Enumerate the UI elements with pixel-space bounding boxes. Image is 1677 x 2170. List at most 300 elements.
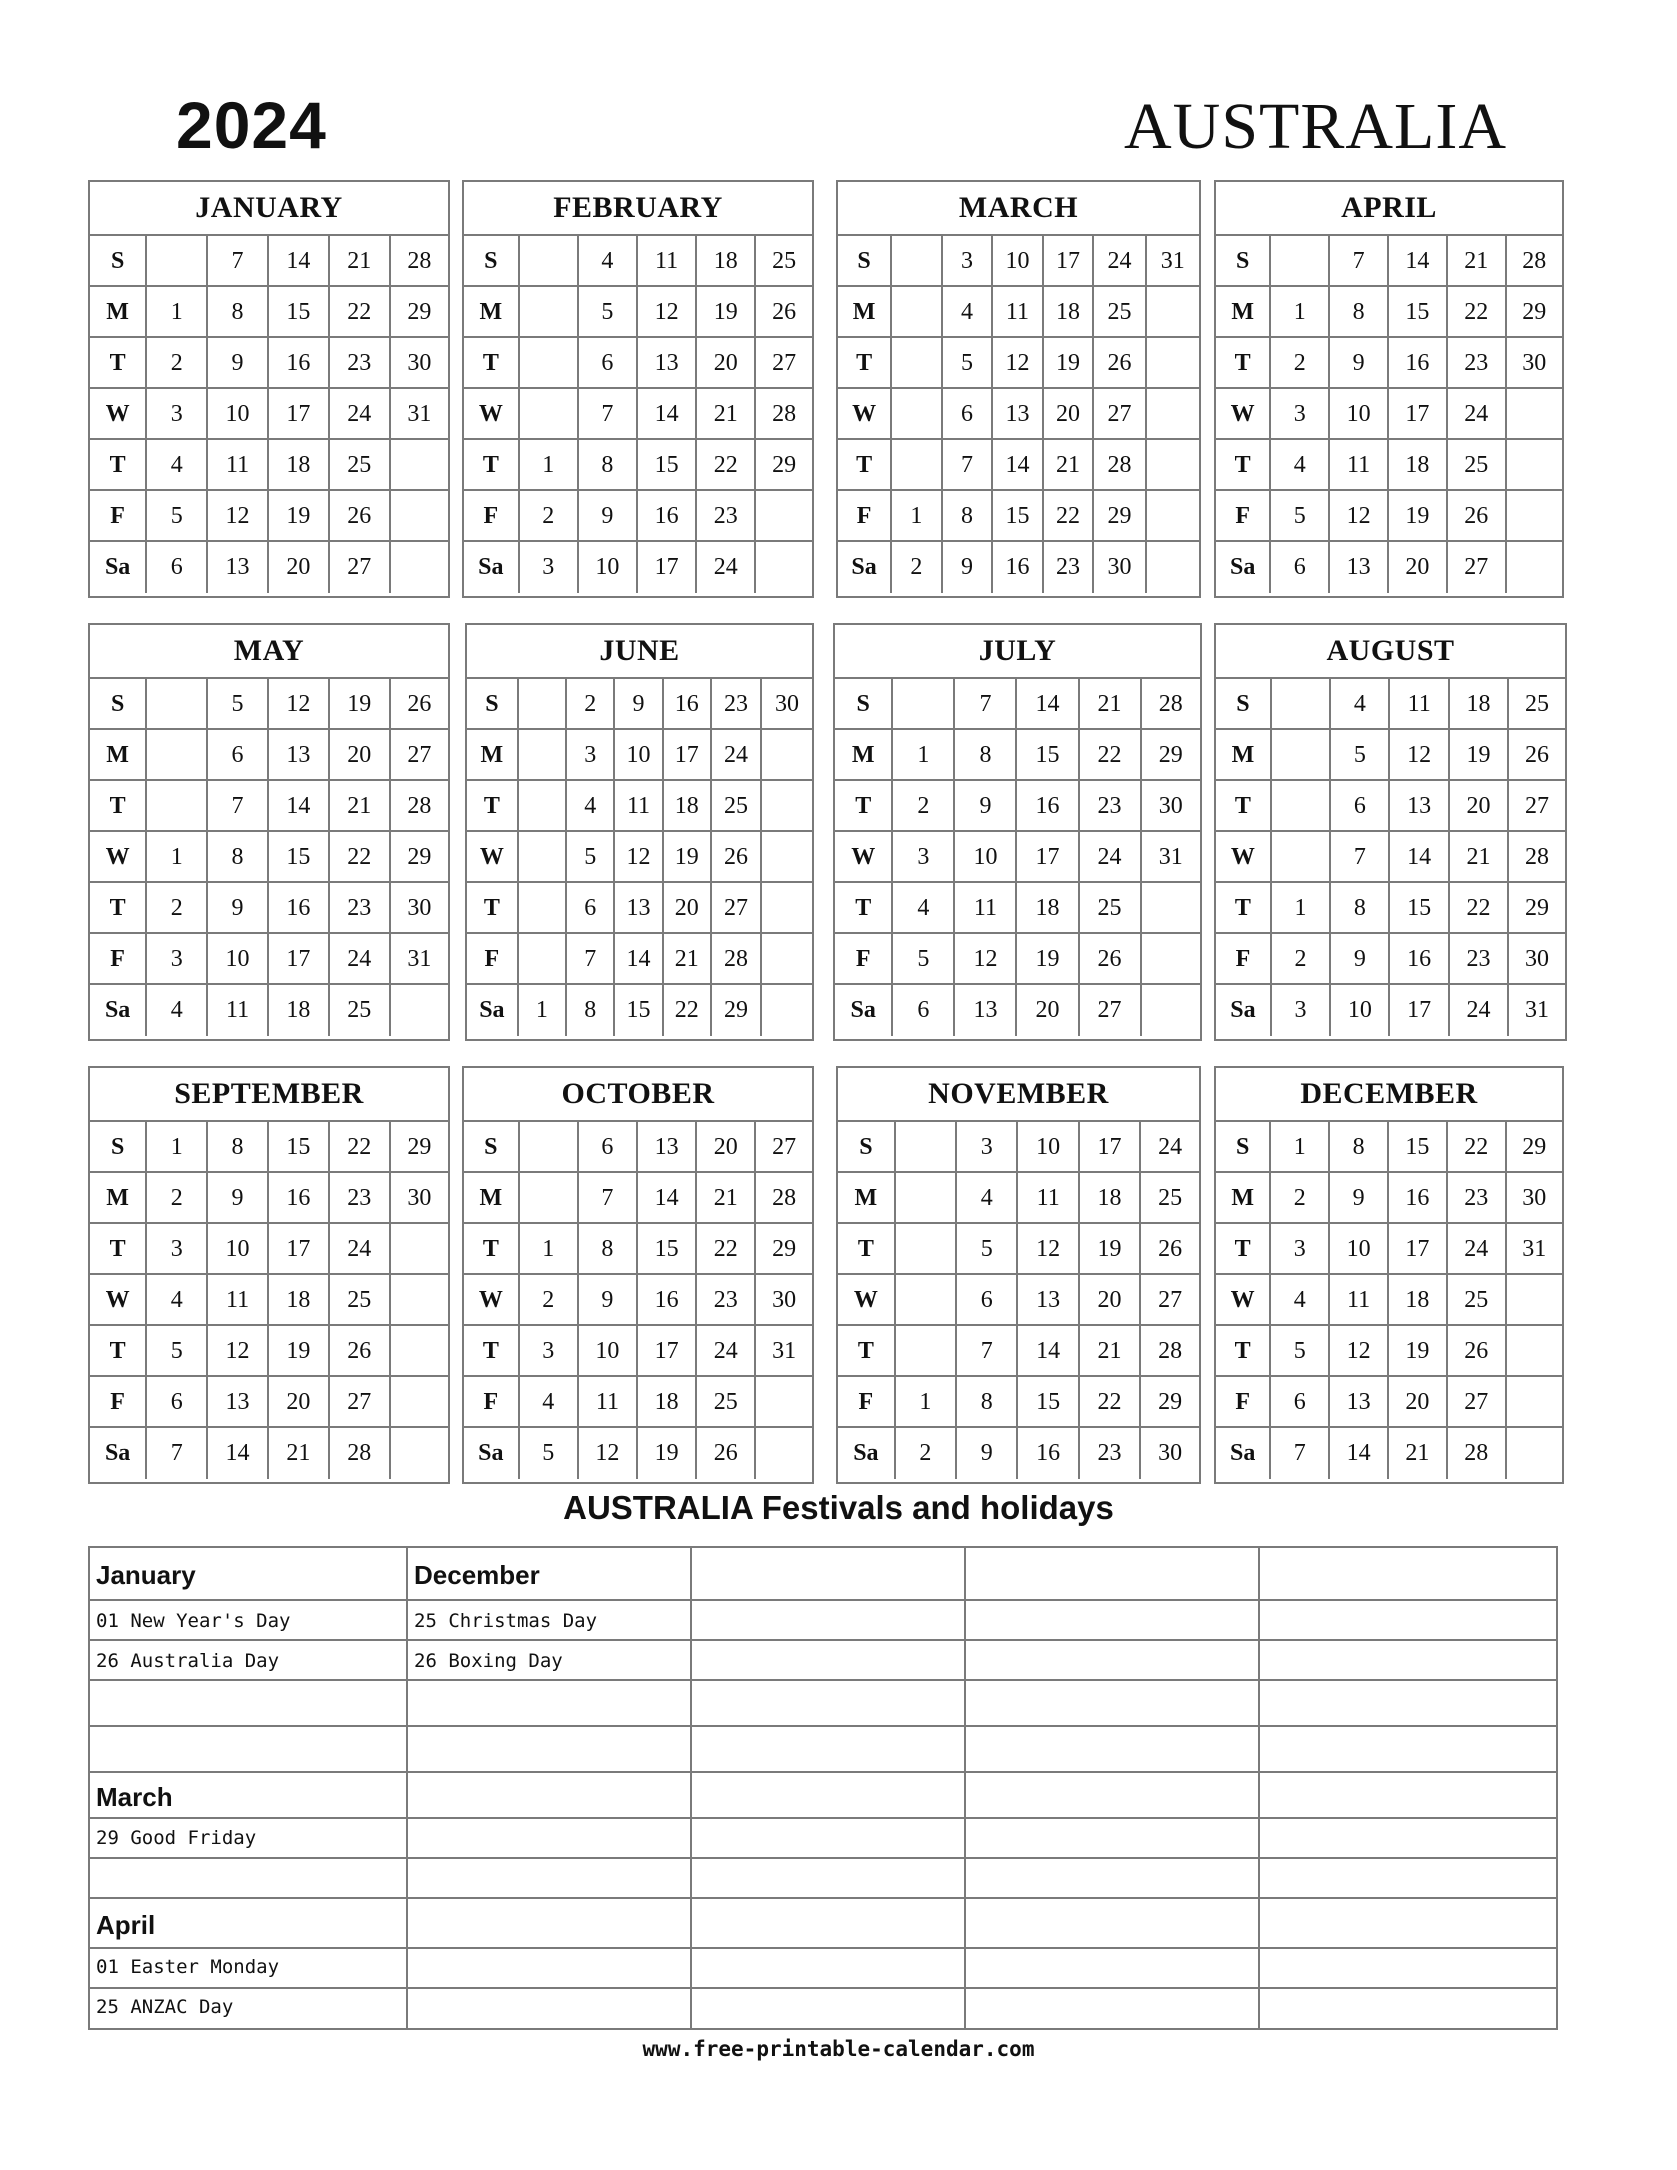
- date-cell: 16: [1390, 934, 1449, 985]
- date-cell: 15: [1389, 1122, 1448, 1173]
- date-cell: 5: [579, 287, 638, 338]
- weekday-label: S: [1216, 1122, 1271, 1173]
- date-cell: 16: [1018, 1428, 1079, 1479]
- month-title: AUGUST: [1216, 625, 1565, 679]
- date-cell: 18: [1389, 440, 1448, 491]
- date-cell: 5: [520, 1428, 579, 1479]
- month-april: [1214, 180, 1564, 598]
- date-cell: 16: [269, 883, 330, 934]
- date-cell: 23: [1450, 934, 1509, 985]
- date-cell: [391, 491, 448, 542]
- date-cell: 24: [330, 1224, 391, 1275]
- date-cell: [756, 491, 812, 542]
- date-cell: 25: [1509, 679, 1565, 730]
- date-cell: 16: [1389, 1173, 1448, 1224]
- holidays-row-divider: [90, 1947, 1556, 1989]
- date-cell: 29: [1094, 491, 1146, 542]
- date-cell: 27: [1509, 781, 1565, 832]
- date-cell: 23: [1044, 542, 1095, 593]
- date-cell: 10: [208, 389, 269, 440]
- date-cell: 27: [1141, 1275, 1199, 1326]
- date-cell: 18: [1080, 1173, 1141, 1224]
- date-cell: 12: [208, 1326, 269, 1377]
- holidays-row-divider: [90, 1599, 1556, 1641]
- date-cell: 9: [208, 338, 269, 389]
- date-cell: [1147, 491, 1199, 542]
- date-cell: 27: [330, 542, 391, 593]
- date-cell: 8: [208, 832, 269, 883]
- date-cell: 10: [993, 236, 1044, 287]
- date-cell: 26: [697, 1428, 756, 1479]
- date-cell: 19: [664, 832, 712, 883]
- date-cell: [520, 338, 579, 389]
- date-cell: 20: [1080, 1275, 1141, 1326]
- date-cell: 3: [1271, 1224, 1330, 1275]
- date-cell: 20: [1389, 542, 1448, 593]
- date-cell: 2: [567, 679, 615, 730]
- date-cell: 21: [1450, 832, 1509, 883]
- date-cell: 11: [1330, 1275, 1389, 1326]
- date-cell: 17: [1044, 236, 1095, 287]
- date-cell: 15: [269, 1122, 330, 1173]
- weekday-label: T: [838, 1326, 896, 1377]
- date-cell: 4: [943, 287, 994, 338]
- month-september: [88, 1066, 450, 1484]
- date-cell: 30: [1142, 781, 1200, 832]
- date-cell: 15: [269, 287, 330, 338]
- date-cell: 24: [697, 542, 756, 593]
- weekday-label: Sa: [838, 1428, 896, 1479]
- date-cell: [1147, 338, 1199, 389]
- holidays-row-divider: [90, 1897, 1556, 1949]
- date-cell: 7: [208, 781, 269, 832]
- date-cell: 2: [896, 1428, 957, 1479]
- date-cell: [1507, 389, 1562, 440]
- date-cell: 16: [993, 542, 1044, 593]
- date-cell: [762, 781, 812, 832]
- weekday-label: T: [90, 440, 147, 491]
- holiday-heading-december: December: [414, 1560, 540, 1590]
- date-cell: 2: [1271, 1173, 1330, 1224]
- date-cell: 25: [712, 781, 762, 832]
- date-cell: 27: [330, 1377, 391, 1428]
- date-cell: 23: [330, 338, 391, 389]
- date-cell: 14: [1330, 1428, 1389, 1479]
- date-cell: 11: [1390, 679, 1449, 730]
- date-cell: [1147, 389, 1199, 440]
- date-cell: 30: [1507, 338, 1562, 389]
- date-cell: 3: [1271, 389, 1330, 440]
- date-cell: 19: [1080, 1224, 1141, 1275]
- date-cell: 15: [1018, 1377, 1079, 1428]
- date-cell: 27: [756, 1122, 812, 1173]
- date-cell: 2: [892, 542, 943, 593]
- date-cell: 29: [1507, 1122, 1562, 1173]
- weekday-label: T: [1216, 1326, 1271, 1377]
- date-cell: 15: [1389, 287, 1448, 338]
- month-days-grid: [90, 236, 448, 593]
- date-cell: 18: [1450, 679, 1509, 730]
- holiday-item: 25 Christmas Day: [414, 1610, 598, 1632]
- date-cell: [892, 236, 943, 287]
- date-cell: 6: [147, 1377, 208, 1428]
- date-cell: 21: [1080, 1326, 1141, 1377]
- weekday-label: W: [90, 389, 147, 440]
- date-cell: [520, 287, 579, 338]
- date-cell: 22: [330, 1122, 391, 1173]
- date-cell: 28: [756, 1173, 812, 1224]
- date-cell: [1507, 1377, 1562, 1428]
- date-cell: 21: [697, 389, 756, 440]
- date-cell: [519, 883, 567, 934]
- date-cell: 30: [1509, 934, 1565, 985]
- date-cell: 28: [1507, 236, 1562, 287]
- date-cell: 10: [955, 832, 1017, 883]
- holidays-row-divider: [90, 1857, 1556, 1899]
- date-cell: 17: [638, 1326, 697, 1377]
- holidays-title: AUSTRALIA Festivals and holidays: [563, 1489, 1114, 1526]
- date-cell: 22: [664, 985, 712, 1036]
- year-title: 2024: [176, 88, 327, 162]
- holiday-item: 26 Boxing Day: [414, 1650, 563, 1672]
- date-cell: 29: [391, 1122, 448, 1173]
- date-cell: 10: [1018, 1122, 1079, 1173]
- date-cell: 20: [269, 542, 330, 593]
- date-cell: 21: [697, 1173, 756, 1224]
- date-cell: 17: [1390, 985, 1449, 1036]
- date-cell: [391, 542, 448, 593]
- date-cell: 7: [1331, 832, 1390, 883]
- date-cell: 25: [1080, 883, 1142, 934]
- weekday-label: Sa: [838, 542, 892, 593]
- date-cell: 14: [638, 1173, 697, 1224]
- date-cell: [1507, 1428, 1562, 1479]
- date-cell: 2: [1271, 338, 1330, 389]
- weekday-label: T: [835, 883, 893, 934]
- date-cell: 14: [615, 934, 663, 985]
- holiday-heading-march: March: [96, 1782, 173, 1812]
- month-title: APRIL: [1216, 182, 1562, 236]
- date-cell: 26: [1094, 338, 1146, 389]
- weekday-label: T: [464, 1326, 520, 1377]
- date-cell: 17: [1389, 389, 1448, 440]
- date-cell: 20: [1044, 389, 1095, 440]
- date-cell: 14: [1389, 236, 1448, 287]
- date-cell: 5: [208, 679, 269, 730]
- date-cell: 30: [391, 883, 448, 934]
- weekday-label: Sa: [90, 985, 147, 1036]
- month-days-grid: [1216, 1122, 1562, 1479]
- date-cell: 25: [1141, 1173, 1199, 1224]
- date-cell: 9: [1330, 338, 1389, 389]
- weekday-label: T: [90, 883, 147, 934]
- date-cell: 30: [391, 338, 448, 389]
- date-cell: 3: [147, 1224, 208, 1275]
- date-cell: 16: [269, 338, 330, 389]
- date-cell: 17: [1080, 1122, 1141, 1173]
- date-cell: 28: [391, 781, 448, 832]
- date-cell: 9: [957, 1428, 1018, 1479]
- date-cell: 1: [147, 1122, 208, 1173]
- weekday-label: M: [835, 730, 893, 781]
- date-cell: [147, 730, 208, 781]
- date-cell: 12: [208, 491, 269, 542]
- date-cell: 27: [756, 338, 812, 389]
- weekday-label: T: [467, 883, 519, 934]
- date-cell: [762, 832, 812, 883]
- date-cell: 14: [1390, 832, 1449, 883]
- date-cell: 25: [1448, 440, 1507, 491]
- date-cell: [893, 679, 955, 730]
- date-cell: 12: [955, 934, 1017, 985]
- date-cell: 27: [1448, 1377, 1507, 1428]
- date-cell: 6: [943, 389, 994, 440]
- date-cell: 13: [208, 1377, 269, 1428]
- date-cell: 19: [1389, 491, 1448, 542]
- date-cell: 12: [579, 1428, 638, 1479]
- date-cell: 8: [1331, 883, 1390, 934]
- date-cell: [1272, 730, 1331, 781]
- date-cell: 30: [756, 1275, 812, 1326]
- date-cell: 29: [756, 440, 812, 491]
- date-cell: 17: [269, 1224, 330, 1275]
- date-cell: 18: [269, 1275, 330, 1326]
- weekday-label: F: [464, 491, 520, 542]
- date-cell: 15: [1017, 730, 1079, 781]
- date-cell: 22: [697, 1224, 756, 1275]
- weekday-label: W: [838, 1275, 896, 1326]
- weekday-label: Sa: [1216, 542, 1271, 593]
- date-cell: 29: [391, 287, 448, 338]
- date-cell: 1: [520, 1224, 579, 1275]
- date-cell: 22: [1450, 883, 1509, 934]
- weekday-label: Sa: [1216, 985, 1272, 1036]
- date-cell: 15: [638, 440, 697, 491]
- date-cell: 9: [208, 883, 269, 934]
- date-cell: 15: [269, 832, 330, 883]
- date-cell: 15: [615, 985, 663, 1036]
- date-cell: 21: [1044, 440, 1095, 491]
- date-cell: 17: [1389, 1224, 1448, 1275]
- weekday-label: T: [1216, 338, 1271, 389]
- date-cell: 11: [1330, 440, 1389, 491]
- date-cell: [1272, 781, 1331, 832]
- weekday-label: W: [838, 389, 892, 440]
- date-cell: 28: [712, 934, 762, 985]
- date-cell: 31: [1142, 832, 1200, 883]
- date-cell: 27: [1080, 985, 1142, 1036]
- date-cell: 3: [520, 1326, 579, 1377]
- date-cell: [1507, 1275, 1562, 1326]
- month-days-grid: [464, 1122, 812, 1479]
- holidays-row-divider: [90, 1679, 1556, 1727]
- date-cell: 14: [1018, 1326, 1079, 1377]
- date-cell: 16: [638, 1275, 697, 1326]
- date-cell: 15: [638, 1224, 697, 1275]
- date-cell: 24: [1141, 1122, 1199, 1173]
- date-cell: 3: [567, 730, 615, 781]
- date-cell: 1: [1271, 1122, 1330, 1173]
- date-cell: 6: [579, 1122, 638, 1173]
- date-cell: 19: [638, 1428, 697, 1479]
- weekday-label: Sa: [90, 1428, 147, 1479]
- date-cell: 20: [330, 730, 391, 781]
- weekday-label: M: [838, 287, 892, 338]
- date-cell: 19: [697, 287, 756, 338]
- date-cell: 9: [943, 542, 994, 593]
- weekday-label: T: [90, 338, 147, 389]
- date-cell: 3: [147, 934, 208, 985]
- weekday-label: T: [1216, 781, 1272, 832]
- date-cell: 1: [1272, 883, 1331, 934]
- date-cell: 7: [955, 679, 1017, 730]
- date-cell: [896, 1224, 957, 1275]
- date-cell: 28: [1142, 679, 1200, 730]
- date-cell: 24: [1448, 1224, 1507, 1275]
- date-cell: 12: [269, 679, 330, 730]
- date-cell: 7: [1271, 1428, 1330, 1479]
- date-cell: 6: [567, 883, 615, 934]
- weekday-label: T: [838, 440, 892, 491]
- date-cell: 12: [1330, 1326, 1389, 1377]
- date-cell: 26: [1448, 491, 1507, 542]
- date-cell: 26: [712, 832, 762, 883]
- date-cell: 1: [1271, 287, 1330, 338]
- date-cell: 19: [269, 491, 330, 542]
- weekday-label: Sa: [90, 542, 147, 593]
- date-cell: 5: [957, 1224, 1018, 1275]
- date-cell: [762, 934, 812, 985]
- date-cell: 7: [208, 236, 269, 287]
- date-cell: [1272, 832, 1331, 883]
- weekday-label: F: [838, 491, 892, 542]
- date-cell: 1: [896, 1377, 957, 1428]
- weekday-label: S: [1216, 236, 1271, 287]
- date-cell: [896, 1275, 957, 1326]
- date-cell: 29: [1142, 730, 1200, 781]
- date-cell: [520, 1122, 579, 1173]
- date-cell: 19: [1450, 730, 1509, 781]
- weekday-label: T: [1216, 883, 1272, 934]
- date-cell: 26: [330, 1326, 391, 1377]
- date-cell: 2: [520, 491, 579, 542]
- weekday-label: T: [90, 1224, 147, 1275]
- month-july: [833, 623, 1202, 1041]
- date-cell: 9: [579, 1275, 638, 1326]
- date-cell: 11: [208, 985, 269, 1036]
- date-cell: 1: [147, 832, 208, 883]
- date-cell: 31: [756, 1326, 812, 1377]
- date-cell: 11: [638, 236, 697, 287]
- date-cell: 9: [208, 1173, 269, 1224]
- weekday-label: T: [464, 440, 520, 491]
- date-cell: 11: [615, 781, 663, 832]
- date-cell: 18: [269, 440, 330, 491]
- weekday-label: T: [467, 781, 519, 832]
- weekday-label: F: [838, 1377, 896, 1428]
- date-cell: 5: [1331, 730, 1390, 781]
- date-cell: 19: [1389, 1326, 1448, 1377]
- date-cell: 20: [697, 1122, 756, 1173]
- date-cell: 11: [208, 1275, 269, 1326]
- date-cell: 4: [520, 1377, 579, 1428]
- date-cell: 17: [664, 730, 712, 781]
- date-cell: 25: [330, 440, 391, 491]
- date-cell: 6: [957, 1275, 1018, 1326]
- date-cell: 9: [1331, 934, 1390, 985]
- date-cell: 7: [943, 440, 994, 491]
- date-cell: 5: [943, 338, 994, 389]
- date-cell: 21: [1448, 236, 1507, 287]
- month-august: [1214, 623, 1567, 1041]
- weekday-label: W: [1216, 1275, 1271, 1326]
- holiday-item: 01 Easter Monday: [96, 1956, 280, 1978]
- date-cell: 28: [1448, 1428, 1507, 1479]
- date-cell: 18: [1389, 1275, 1448, 1326]
- month-title: MAY: [90, 625, 448, 679]
- date-cell: [147, 679, 208, 730]
- weekday-label: S: [835, 679, 893, 730]
- date-cell: [1142, 883, 1200, 934]
- date-cell: 14: [993, 440, 1044, 491]
- weekday-label: W: [467, 832, 519, 883]
- date-cell: 9: [579, 491, 638, 542]
- holidays-row-divider: [90, 1817, 1556, 1859]
- date-cell: 9: [615, 679, 663, 730]
- date-cell: 24: [1080, 832, 1142, 883]
- date-cell: 6: [147, 542, 208, 593]
- date-cell: 17: [1017, 832, 1079, 883]
- date-cell: 17: [638, 542, 697, 593]
- date-cell: 29: [756, 1224, 812, 1275]
- date-cell: 27: [712, 883, 762, 934]
- month-title: JANUARY: [90, 182, 448, 236]
- weekday-label: M: [464, 287, 520, 338]
- date-cell: 13: [638, 338, 697, 389]
- weekday-label: S: [467, 679, 519, 730]
- date-cell: 24: [330, 389, 391, 440]
- weekday-label: S: [1216, 679, 1272, 730]
- date-cell: 9: [955, 781, 1017, 832]
- month-days-grid: [90, 679, 448, 1036]
- date-cell: 24: [330, 934, 391, 985]
- date-cell: 10: [208, 1224, 269, 1275]
- weekday-label: Sa: [835, 985, 893, 1036]
- date-cell: 31: [391, 389, 448, 440]
- date-cell: 29: [391, 832, 448, 883]
- holiday-item: 29 Good Friday: [96, 1827, 257, 1849]
- weekday-label: Sa: [467, 985, 519, 1036]
- date-cell: 5: [893, 934, 955, 985]
- weekday-label: T: [90, 1326, 147, 1377]
- date-cell: 22: [1080, 1377, 1141, 1428]
- date-cell: 6: [1271, 1377, 1330, 1428]
- date-cell: 17: [269, 389, 330, 440]
- date-cell: 30: [1507, 1173, 1562, 1224]
- date-cell: [391, 1326, 448, 1377]
- date-cell: 11: [1018, 1173, 1079, 1224]
- footer-url[interactable]: www.free-printable-calendar.com: [642, 2037, 1035, 2061]
- date-cell: 18: [1017, 883, 1079, 934]
- date-cell: 3: [943, 236, 994, 287]
- date-cell: 15: [1390, 883, 1449, 934]
- month-february: [462, 180, 814, 598]
- month-days-grid: [464, 236, 812, 593]
- date-cell: [756, 542, 812, 593]
- weekday-label: W: [464, 389, 520, 440]
- date-cell: 23: [330, 883, 391, 934]
- date-cell: 23: [697, 1275, 756, 1326]
